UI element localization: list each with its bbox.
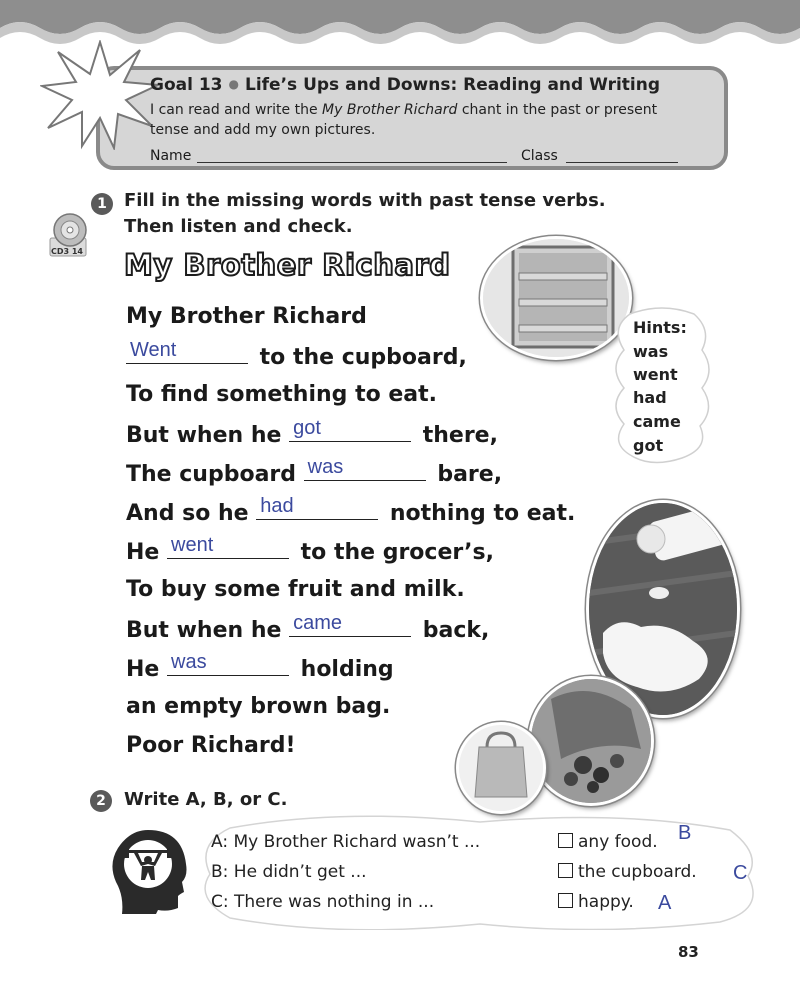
chant-title: My Brother Richard: [124, 248, 451, 282]
activity-1-instruction-line1: Fill in the missing words with past tense verbs.: [124, 190, 606, 211]
answer-text: went: [171, 534, 214, 556]
answer-checkbox[interactable]: [558, 833, 573, 848]
poem-line-2: Went to the cupboard,: [126, 343, 467, 370]
goal-description-line2: tense and add my own pictures.: [150, 122, 376, 138]
answer-blank[interactable]: [167, 651, 289, 676]
name-label: Name: [150, 148, 192, 164]
choice-answer-letter: C: [733, 862, 748, 884]
class-label: Class: [521, 148, 558, 164]
activity-2-instruction: Write A, B, or C.: [124, 789, 288, 810]
poem-line-10: He was holding: [126, 651, 394, 682]
goal-description-line1: I can read and write the My Brother Richard chant in the past or present: [150, 102, 658, 118]
statement-c: C: There was nothing in ...: [211, 892, 435, 912]
poem-line-3: To find something to eat.: [126, 382, 438, 407]
cd-track-label: CD3 14: [51, 247, 83, 256]
answer-text: had: [260, 495, 294, 517]
empty-bag-photo: [456, 722, 546, 814]
answer-text: got: [293, 417, 321, 439]
goal-title: Goal 13 ● Life’s Ups and Downs: Reading and Writing: [150, 75, 661, 95]
answer-blank[interactable]: [167, 534, 289, 559]
poem-line-11: an empty brown bag.: [126, 694, 391, 719]
answer-checkbox[interactable]: [558, 893, 573, 908]
poem-line-12: Poor Richard!: [126, 733, 296, 758]
answer-blank[interactable]: [126, 339, 248, 364]
answer-text: Went: [130, 339, 177, 361]
statement-b: B: He didn’t get ...: [211, 862, 367, 882]
choice-the-cupboard: the cupboard.: [558, 862, 697, 882]
answer-text: came: [293, 612, 342, 634]
hints-title: Hints:: [633, 318, 687, 337]
hint-word: came: [633, 412, 681, 431]
answer-blank[interactable]: [289, 612, 411, 637]
answer-text: was: [307, 456, 344, 478]
cupboard-photo: [480, 236, 632, 360]
hint-word: was: [633, 342, 669, 361]
hint-word: got: [633, 436, 664, 455]
choice-happy: happy.: [558, 892, 634, 912]
poem-line-5: The cupboard was bare,: [126, 456, 503, 487]
activity-1-number: 1: [91, 193, 113, 215]
hint-word: had: [633, 388, 667, 407]
poem-line-1: My Brother Richard: [126, 304, 367, 329]
page-number: 83: [678, 943, 699, 961]
activity-2-number: 2: [90, 790, 112, 812]
starburst-icon: [40, 40, 160, 150]
choice-answer-letter: A: [658, 892, 672, 914]
poem-line-6: And so he had nothing to eat.: [126, 495, 576, 526]
poem-line-8: To buy some fruit and milk.: [126, 577, 465, 602]
poem-line-4: But when he got there,: [126, 417, 498, 448]
hint-word: went: [633, 365, 678, 384]
fruit-bag-photo: [528, 676, 654, 806]
poem-line-7: He went to the grocer’s,: [126, 534, 494, 565]
statement-a: A: My Brother Richard wasn’t ...: [211, 832, 481, 852]
name-field[interactable]: [197, 162, 507, 163]
answer-blank[interactable]: [256, 495, 378, 520]
answer-blank[interactable]: [304, 456, 426, 481]
choice-answer-letter: B: [678, 822, 692, 844]
answer-checkbox[interactable]: [558, 863, 573, 878]
poem-line-9: But when he came back,: [126, 612, 490, 643]
choice-any-food: any food.: [558, 832, 658, 852]
answer-text: was: [171, 651, 207, 673]
weightlifter-head-icon: [108, 826, 192, 914]
class-field[interactable]: [566, 162, 678, 163]
activity-1-instruction-line2: Then listen and check.: [124, 216, 353, 237]
answer-blank[interactable]: [289, 417, 411, 442]
